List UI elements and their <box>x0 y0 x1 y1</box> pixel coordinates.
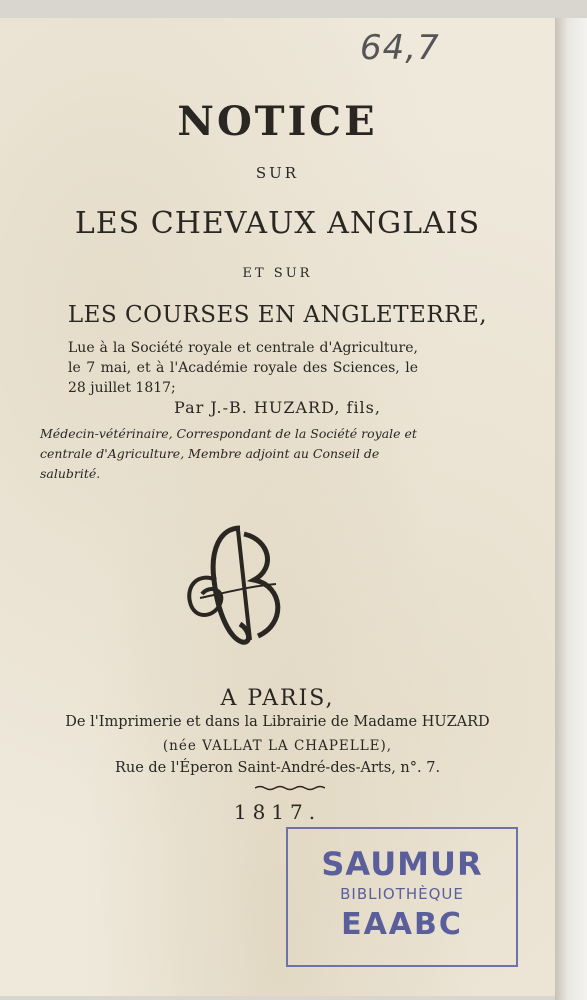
shelfmark: 64,7 <box>360 28 440 68</box>
imprint-publisher: De l'Imprimerie et dans la Librairie de Madame HUZARD <box>65 714 490 730</box>
author-qualifications: Médecin-vétérinaire, Correspondant de la Société royale et centrale d'Agriculture, Membre adjoint au Conseil de salubrité. <box>40 426 417 481</box>
stamp-library: BIBLIOTHÈQUE <box>340 885 464 903</box>
author-line: Par J.-B. HUZARD, fils, <box>174 398 381 417</box>
monogram-ornament <box>180 520 300 650</box>
imprint-year: 1817. <box>233 800 322 824</box>
title-line-et-sur: ET SUR <box>242 266 313 281</box>
imprint-address: Rue de l'Éperon Saint-André-des-Arts, n°. 7. <box>114 760 441 776</box>
reading-note: Lue à la Société royale et centrale d'Agriculture, le 7 mai, et à l'Académie royale des Sciences, le 28 juillet 1817; <box>68 340 418 396</box>
title-line-courses: LES COURSES EN ANGLETERRE, <box>67 302 488 328</box>
decorative-rule <box>255 785 325 791</box>
title-line-chevaux: LES CHEVAUX ANGLAIS <box>74 206 481 241</box>
stamp-code: EAABC <box>341 907 463 942</box>
title-line-notice: NOTICE <box>177 98 378 145</box>
page-edge <box>555 18 587 1000</box>
title-line-sur: SUR <box>255 164 300 182</box>
library-stamp <box>286 827 518 967</box>
imprint-city: A PARIS, <box>220 686 335 711</box>
imprint-publisher-note: (née VALLAT LA CHAPELLE), <box>162 738 393 754</box>
stamp-city: SAUMUR <box>321 845 483 883</box>
